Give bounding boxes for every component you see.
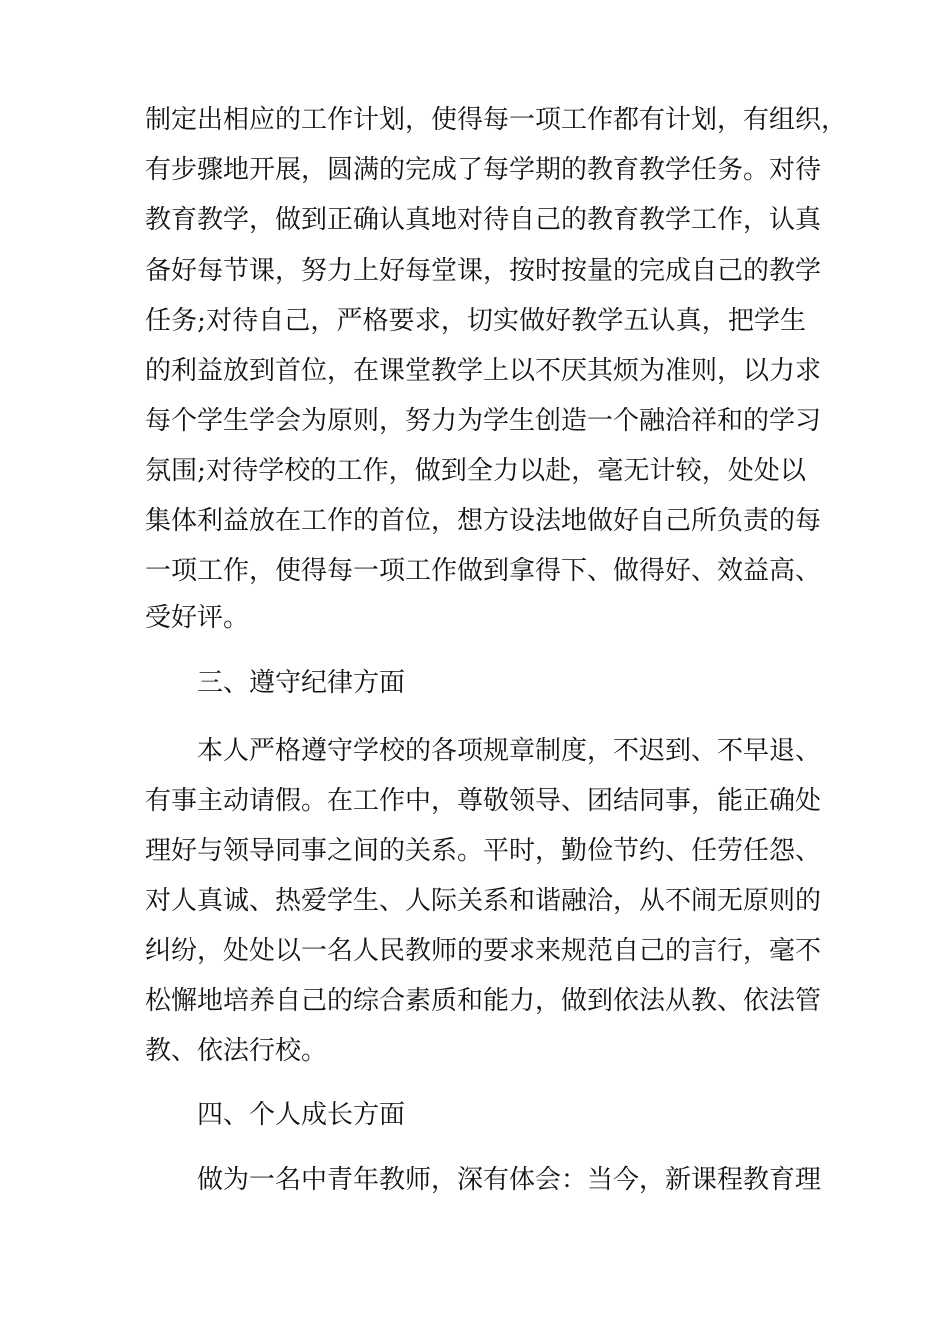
paragraph-line: 备好每节课，努力上好每堂课，按时按量的完成自己的教学 — [145, 256, 822, 286]
paragraph-line: 制定出相应的工作计划，使得每一项工作都有计划，有组织， — [145, 105, 848, 135]
paragraph-line: 纠纷，处处以一名人民教师的要求来规范自己的言行，毫不 — [145, 936, 822, 966]
paragraph-line: 每个学生学会为原则，努力为学生创造一个融洽祥和的学习 — [145, 406, 822, 436]
section-heading: 四、个人成长方面 — [197, 1100, 406, 1130]
paragraph-line: 松懈地培养自己的综合素质和能力，做到依法从教、依法管 — [145, 986, 822, 1016]
paragraph-line: 有步骤地开展，圆满的完成了每学期的教育教学任务。对待 — [145, 155, 822, 185]
paragraph-line: 任务;对待自己，严格要求，切实做好教学五认真，把学生 — [145, 306, 806, 336]
paragraph-line: 教、依法行校。 — [145, 1036, 328, 1066]
paragraph-line: 做为一名中青年教师，深有体会：当今，新课程教育理 — [197, 1165, 822, 1195]
paragraph-line: 对人真诚、热爱学生、人际关系和谐融洽，从不闹无原则的 — [145, 886, 822, 916]
paragraph-line: 一项工作，使得每一项工作做到拿得下、做得好、效益高、 — [145, 556, 822, 586]
paragraph-line: 有事主动请假。在工作中，尊敬领导、团结同事，能正确处 — [145, 786, 822, 816]
paragraph-line: 本人严格遵守学校的各项规章制度，不迟到、不早退、 — [197, 736, 822, 766]
paragraph-line: 集体利益放在工作的首位，想方设法地做好自己所负责的每 — [145, 506, 822, 536]
paragraph-line: 的利益放到首位，在课堂教学上以不厌其烦为准则，以力求 — [145, 356, 822, 386]
section-heading: 三、遵守纪律方面 — [197, 668, 406, 698]
paragraph-line: 氛围;对待学校的工作，做到全力以赴，毫无计较，处处以 — [145, 456, 806, 486]
paragraph-line: 受好评。 — [145, 603, 250, 633]
paragraph-line: 理好与领导同事之间的关系。平时，勤俭节约、任劳任怨、 — [145, 836, 822, 866]
paragraph-line: 教育教学，做到正确认真地对待自己的教育教学工作，认真 — [145, 205, 822, 235]
